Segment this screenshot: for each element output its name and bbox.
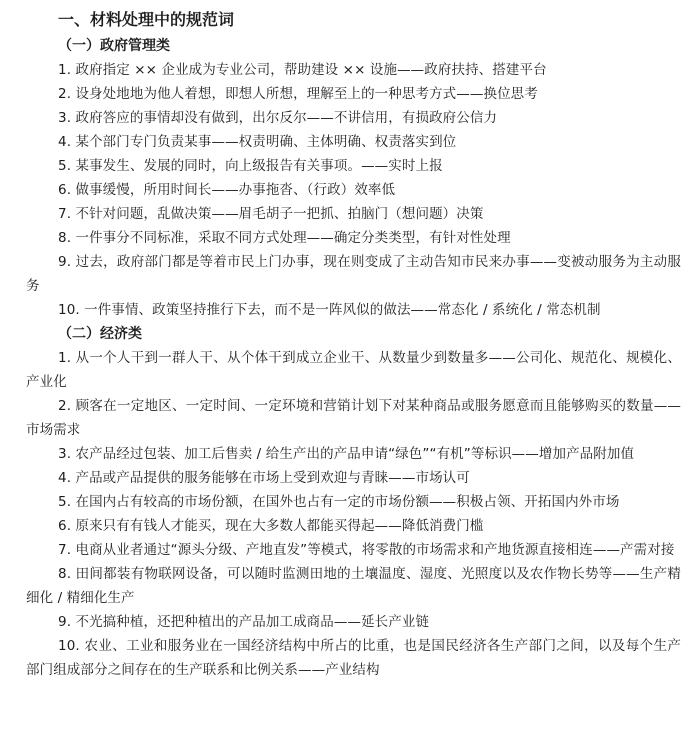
list-item: 8. 一件事分不同标准，采取不同方式处理——确定分类类型，有针对性处理: [58, 230, 511, 246]
section-heading: （一）政府管理类: [58, 38, 170, 54]
list-item: 1. 政府指定 ×× 企业成为专业公司，帮助建设 ×× 设施——政府扶持、搭建平台: [58, 62, 547, 78]
list-item: 5. 在国内占有较高的市场份额，在国外也占有一定的市场份额——积极占领、开拓国内外市场: [58, 494, 620, 510]
list-item: 5. 某事发生、发展的同时，向上级报告有关事项。——实时上报: [58, 158, 443, 174]
list-item: 8. 田间都装有物联网设备，可以随时监测田地的土壤温度、湿度、光照度以及农作物长势等——生产精细化 / 精细化生产: [26, 566, 681, 606]
list-item: 7. 不针对问题，乱做决策——眉毛胡子一把抓、拍脑门（想问题）决策: [58, 206, 484, 222]
list-item: 7. 电商从业者通过“源头分级、产地直发”等模式，将零散的市场需求和产地货源直接相连——产需对接: [58, 542, 675, 558]
list-item: 9. 过去，政府部门都是等着市民上门办事，现在则变成了主动告知市民来办事——变被动服务为主动服务: [26, 254, 681, 294]
list-item: 6. 原来只有有钱人才能买，现在大多数人都能买得起——降低消费门槛: [58, 518, 484, 534]
section-heading: （二）经济类: [58, 326, 142, 342]
list-item: 6. 做事缓慢，所用时间长——办事拖沓、（行政）效率低: [58, 182, 396, 198]
list-item: 9. 不光搞种植，还把种植出的产品加工成商品——延长产业链: [58, 614, 430, 630]
list-item: 2. 顾客在一定地区、一定时间、一定环境和营销计划下对某种商品或服务愿意而且能够购买的数量——市场需求: [26, 398, 681, 438]
list-item: 3. 农产品经过包装、加工后售卖 / 给生产出的产品申请“绿色”“有机”等标识——增加产品附加值: [58, 446, 635, 462]
list-item: 3. 政府答应的事情却没有做到，出尔反尔——不讲信用，有损政府公信力: [58, 110, 498, 126]
list-item: 10. 农业、工业和服务业在一国经济结构中所占的比重，也是国民经济各生产部门之间，以及每个生产部门组成部分之间存在的生产联系和比例关系——产业结构: [26, 638, 681, 678]
section-economy: [26, 322, 681, 682]
list-item: 10. 一件事情、政策坚持推行下去，而不是一阵风似的做法——常态化 / 系统化 / 常态机制: [58, 302, 601, 318]
page-title: 一、材料处理中的规范词: [58, 10, 235, 29]
list-item: 4. 产品或产品提供的服务能够在市场上受到欢迎与青睐——市场认可: [58, 470, 470, 486]
list-item: 1. 从一个人干到一群人干、从个体干到成立企业干、从数量少到数量多——公司化、规范化、规模化、产业化: [26, 350, 681, 390]
list-item: 2. 设身处地地为他人着想，即想人所想，理解至上的一种思考方式——换位思考: [58, 86, 538, 102]
list-item: 4. 某个部门专门负责某事——权责明确、主体明确、权责落实到位: [58, 134, 457, 150]
section-government: [26, 34, 681, 322]
